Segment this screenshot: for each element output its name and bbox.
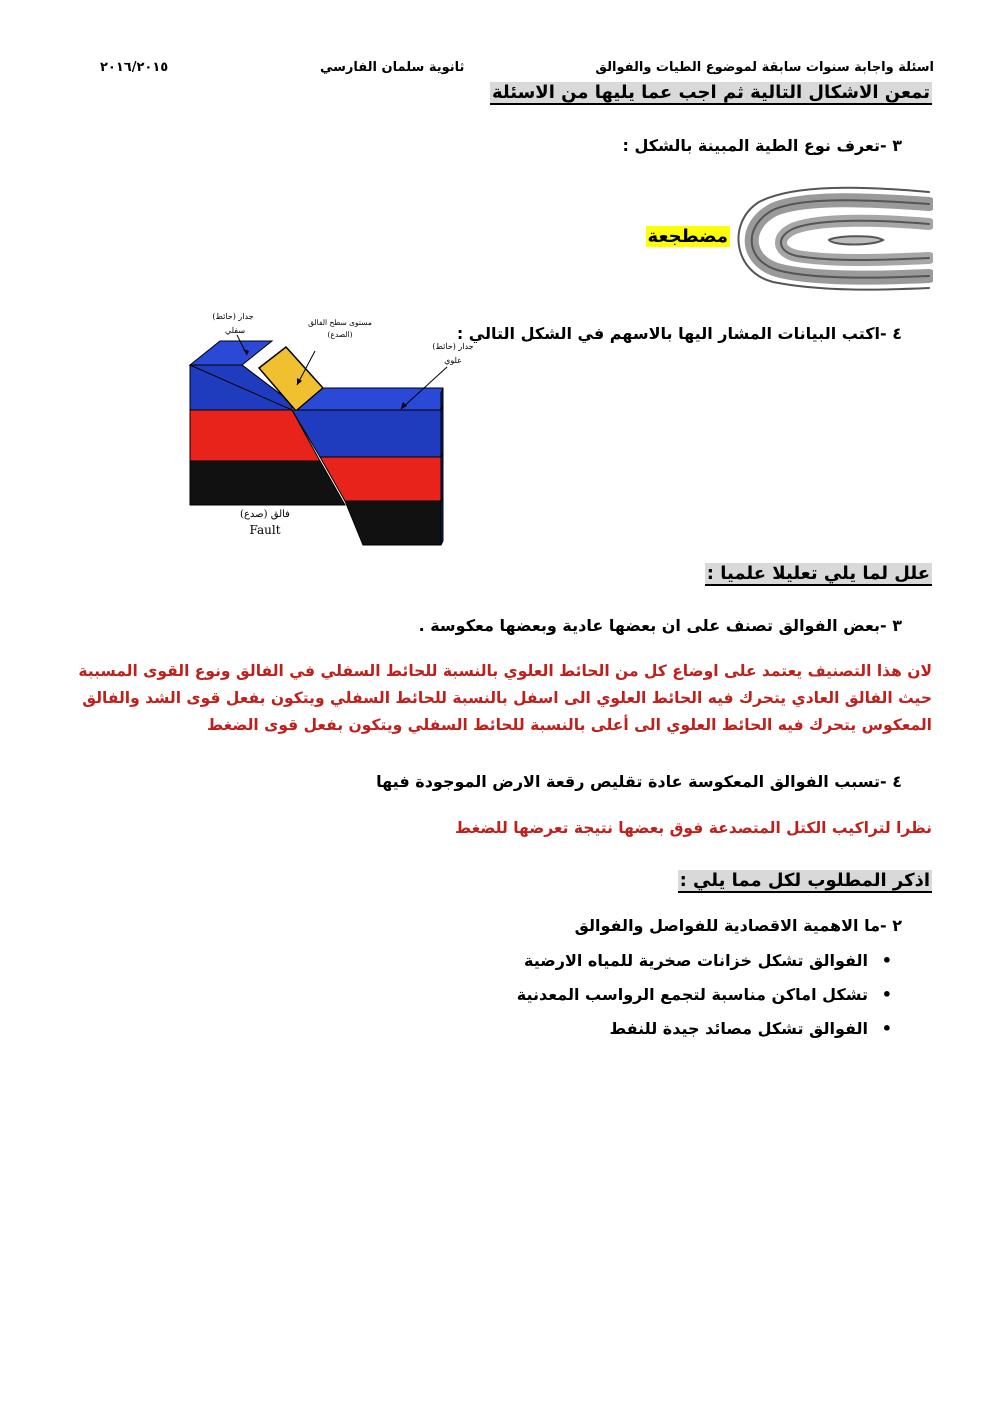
fold-type-answer-text: مضطجعة	[647, 226, 728, 247]
right-black-layer	[345, 501, 441, 545]
answer-reverse-faults: نظرا لتراكيب الكتل المتصدعة فوق بعضها نتيجة تعرضها للضغط	[455, 819, 932, 837]
question-reverse-faults: ٤ -تسبب الفوالق المعكوسة عادة تقليص رقعة الارض الموجودة فيها	[376, 772, 902, 791]
left-black-layer	[190, 461, 345, 505]
fault-label-ar: فالق (صدع)	[240, 509, 290, 520]
recumbent-fold-figure	[733, 182, 933, 294]
section1-title: تمعن الاشكال التالية ثم اجب عما يليها من الاسئلة	[491, 82, 930, 103]
question-fault-classification: ٣ -بعض الفوالق تصنف على ان بعضها عادية وبعضها معكوسة .	[418, 616, 902, 635]
footwall-label-1: جدار (حائط)	[212, 312, 254, 321]
answer-fault-classification: لان هذا التصنيف يعتمد على اوضاع كل من الحائط العلوي بالنسبة للحائط السفلي في الفالق ونوع القوى المسببة حيث الفالق العادي يتحرك فيه الحائط العلوي الى اسفل بالنسبة للحائط السفلي ويتكون بفعل قوى الشد والفالق المعكوس يتحرك فيه الحائط العلوي الى أعلى بالنسبة للحائط السفلي ويتكون بفعل قوى الضغط	[78, 662, 932, 734]
footwall-label-2: سفلي	[224, 326, 246, 335]
list-item: • الفوالق تشكل خزانات صخرية للمياه الارضية	[517, 944, 902, 978]
section3-title: اذكر المطلوب لكل مما يلي :	[679, 870, 930, 891]
header-left: ٢٠١٦/٢٠١٥	[100, 60, 169, 75]
list-item: • تشكل اماكن مناسبة لتجمع الرواسب المعدنية	[517, 978, 902, 1012]
hangingwall-label-2: علوي	[444, 356, 462, 365]
header-right: اسئلة واجابة سنوات سابقة لموضوع الطيات والفوالق	[595, 60, 934, 75]
fault-plane-label-1: مستوى سطح الفالق	[308, 318, 372, 327]
fold-type-answer	[646, 226, 730, 247]
list-item: • الفوالق تشكل مصائد جيدة للنفط	[517, 1012, 902, 1046]
fault-block-diagram	[185, 305, 490, 550]
question-fold-type: ٣ -تعرف نوع الطية المبينة بالشكل :	[622, 136, 902, 155]
header-center: ثانوية سلمان الفارسي	[320, 60, 465, 75]
fault-plane-label-2: (الصدع)	[327, 330, 353, 339]
hangingwall-label-1: جدار (حائط)	[432, 342, 474, 351]
section2-title: علل لما يلي تعليلا علميا :	[706, 563, 930, 584]
question-fault-labels: ٤ -اكتب البيانات المشار اليها بالاسهم في الشكل التالي :	[456, 324, 902, 343]
fault-label-en: Fault	[249, 523, 281, 537]
question-economic-importance: ٢ -ما الاهمية الاقصادية للفواصل والفوالق	[574, 916, 902, 935]
importance-list	[517, 944, 902, 1046]
